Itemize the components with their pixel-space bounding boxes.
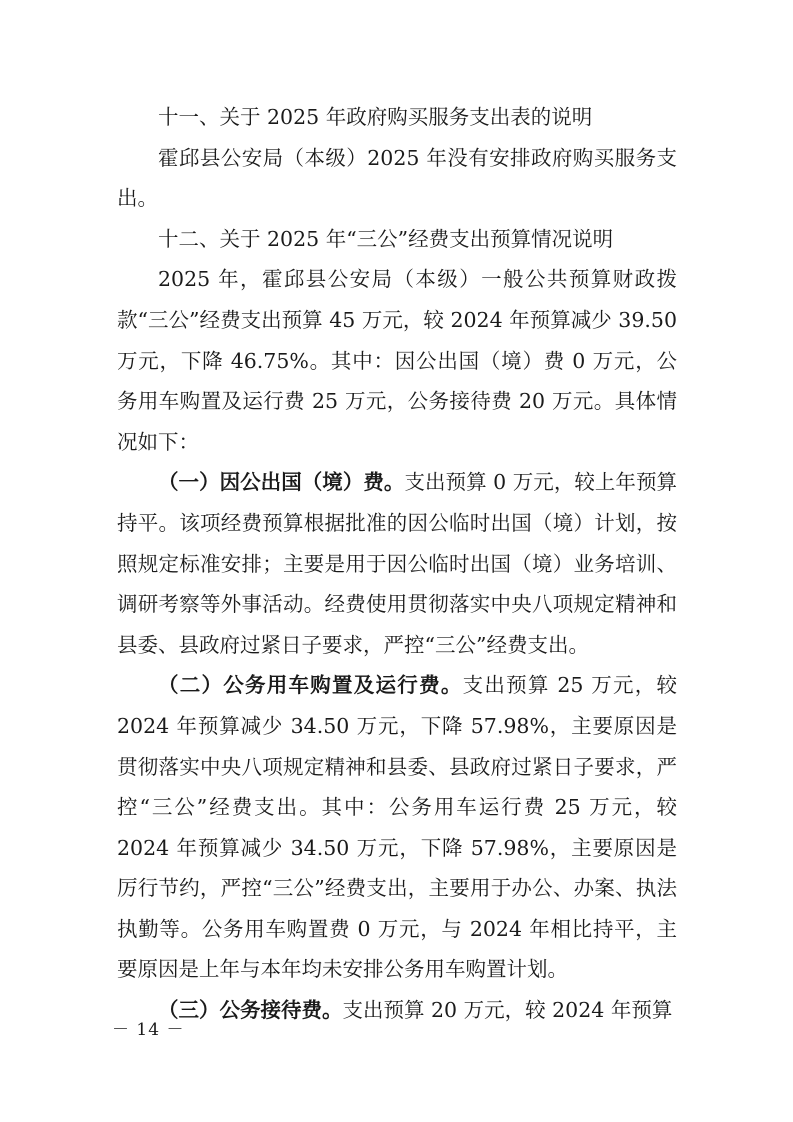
item-3-body: 支出预算 20 万元，较 2024 年预算 xyxy=(342,998,673,1023)
page-content xyxy=(117,97,677,1031)
item-1-paragraph xyxy=(117,462,677,665)
section-11-heading: 十一、关于 2025 年政府购买服务支出表的说明 xyxy=(158,105,593,129)
item-2-body: 支出预算 25 万元，较 2024 年预算减少 34.50 万元，下降 57.98%，主要原因是贯彻落实中央八项规定精神和县委、县政府过紧日子要求，严控“三公”经费支出。其中：公务用车运行费 25 万元，较 2024 年预算减少 34.50 万元，下降 57.98%，主要原因是厉行节约，严控“三公”经费支出，主要用于办公、办案、执法执勤等。公务用车购置费 0 万元，与 2024 年相比持平，主要原因是上年与本年均未安排公务用车购置计划。 xyxy=(117,673,677,982)
section-11-body: 霍邱县公安局（本级）2025 年没有安排政府购买服务支出。 xyxy=(117,145,677,211)
item-3-title: （三）公务接待费。 xyxy=(158,998,343,1023)
section-12-intro: 2025 年，霍邱县公安局（本级）一般公共预算财政拨款“三公”经费支出预算 45 万元，较 2024 年预算减少 39.50 万元，下降 46.75%。其中：因公出国（境）费 0 万元，公务用车购置及运行费 25 万元，公务接待费 20 万元。具体情况如下： xyxy=(117,267,677,454)
item-2-paragraph xyxy=(117,665,677,990)
section-12-heading: 十二、关于 2025 年“三公”经费支出预算情况说明 xyxy=(158,226,614,251)
item-2-title: （二）公务用车购置及运行费。 xyxy=(158,673,463,698)
page-number: － 14 － xyxy=(112,1020,185,1040)
item-3-paragraph xyxy=(117,990,677,1031)
item-1-body: 支出预算 0 万元，较上年预算持平。该项经费预算根据批准的因公临时出国（境）计划，按照规定标准安排；主要是用于因公临时出国（境）业务培训、调研考察等外事活动。经费使用贯彻落实中央八项规定精神和县委、县政府过紧日子要求，严控“三公”经费支出。 xyxy=(117,470,678,657)
item-1-title: （一）因公出国（境）费。 xyxy=(158,470,405,495)
